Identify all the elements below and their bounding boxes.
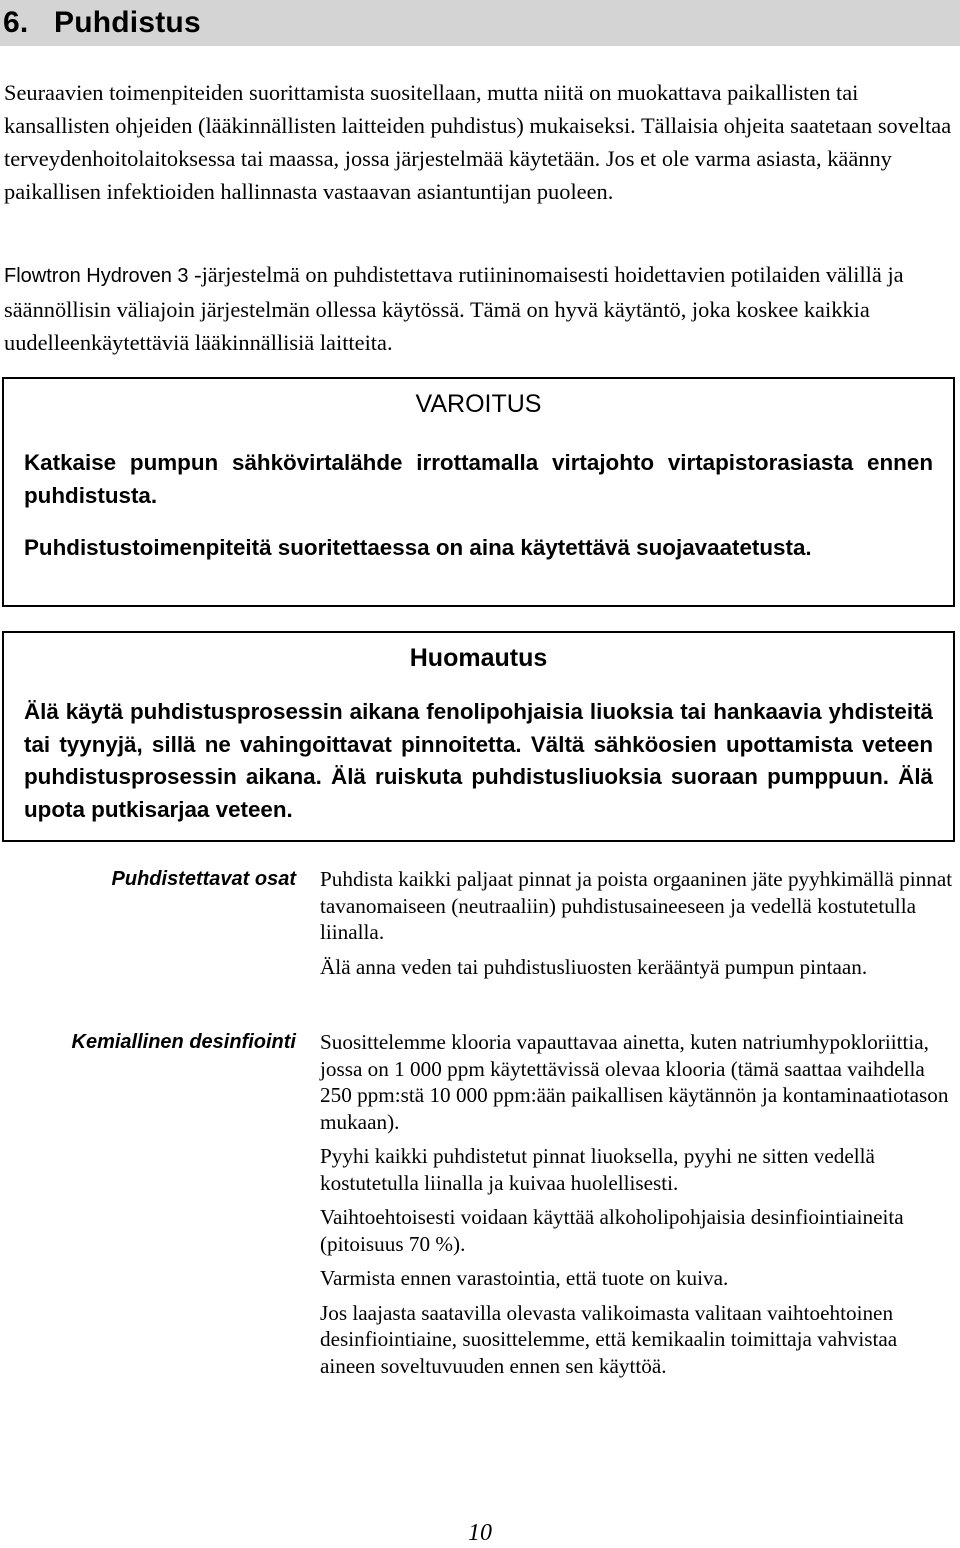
warning-text-protection: Puhdistustoimenpiteitä suoritettaessa on aina käytettävä suojavaatetusta. [24, 535, 812, 560]
product-name: Flowtron Hydroven 3 [4, 265, 189, 287]
note-box [2, 631, 955, 842]
warning-box [2, 377, 955, 607]
note-text: Älä käytä puhdistusprosessin aikana fenolipohjaisia liuoksia tai hankaavia yhdisteitä tai tyynyjä, sillä ne vahingoittavat pinnoitetta. Vältä sähköosien upottamista veteen puhdistusprosessin aikana. Älä ruiskuta puhdistusliuoksia suoraan pumppuun. Älä upota putkisarjaa veteen. [24, 699, 933, 822]
row-text-disinfection [320, 1029, 955, 1379]
row-text-parts [320, 866, 955, 980]
intro-paragraph: Seuraavien toimenpiteiden suorittamista suositellaan, mutta niitä on muokattava paikallisten tai kansallisten ohjeiden (lääkinnällisten laitteiden puhdistus) mukaiseksi. Tällaisia ohjeita saatetaan soveltaa terveydenhoitolaitoksessa tai maassa, jossa järjestelmää käytetään. Jos et ole varma asiasta, käänny paikallisen infektioiden hallinnasta vastaavan asiantuntijan puoleen. [4, 80, 952, 204]
row-paragraph: Vaihtoehtoisesti voidaan käyttää alkoholipohjaisia desinfiointiaineita (pitoisuus 70 %). [320, 1205, 904, 1256]
warning-text-power: Katkaise pumpun sähkövirtalähde irrottamalla virtajohto virtapistorasiasta ennen puhdistusta. [24, 450, 933, 508]
row-paragraph: Jos laajasta saatavilla olevasta valikoimasta valitaan vaihtoehtoinen desinfiointiaine, suosittelemme, että kemikaalin toimittaja vahvistaa aineen soveltuvuuden ennen sen käyttöä. [320, 1300, 898, 1378]
page-number: 10 [468, 1520, 492, 1546]
system-paragraph [4, 258, 954, 359]
row-paragraph: Suosittelemme klooria vapauttavaa ainetta, kuten natriumhypokloriittia, jossa on 1 000 ppm käytettävissä olevaa klooria (tämä saattaa vaihdella 250 ppm:stä 10 000 ppm:ään paikallisen käytännön ja kontaminaatiotason mukaan). [320, 1030, 949, 1134]
row-paragraph: Puhdista kaikki paljaat pinnat ja poista orgaaninen jäte pyyhkimällä pinnat tavanomaiseen (neutraaliin) puhdistusaineeseen ja vedellä kostutetulla liinalla. [320, 867, 953, 944]
warning-title: VAROITUS [415, 390, 542, 418]
system-paragraph-text: -järjestelmä on puhdistettava rutiininomaisesti hoidettavien potilaiden välillä ja säännöllisin väliajoin järjestelmän ollessa käytössä. Tämä on hyvä käytäntö, joka koskee kaikkia uudelleenkäytettäviä lääkinnällisiä laitteita. [4, 262, 904, 355]
row-label-parts: Puhdistettavat osat [111, 868, 296, 890]
row-paragraph: Älä anna veden tai puhdistusliuosten kerääntyä pumpun pintaan. [320, 954, 868, 979]
row-paragraph: Pyyhi kaikki puhdistetut pinnat liuoksella, pyyhi ne sitten vedellä kostutetulla liinalla ja kuivaa huolellisesti. [320, 1144, 875, 1195]
section-title: 6. Puhdistus [3, 6, 201, 39]
row-label-disinfection: Kemiallinen desinfiointi [71, 1031, 296, 1053]
note-title: Huomautus [409, 644, 548, 672]
section-header [0, 0, 960, 46]
row-paragraph: Varmista ennen varastointia, että tuote on kuiva. [320, 1266, 729, 1290]
